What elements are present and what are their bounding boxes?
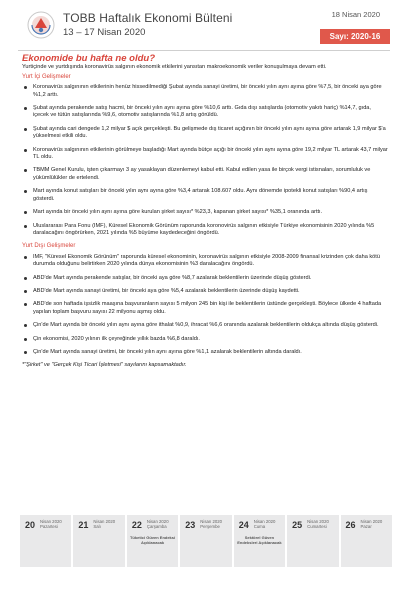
day-weekday: Cuma: [253, 524, 266, 529]
day-month: Nisan 2020: [93, 519, 116, 524]
footnote: *"Şirket" ve "Gerçek Kişi Ticari İşletmesi" sayılarını kapsamaktadır.: [22, 362, 187, 369]
tobb-logo: [26, 10, 56, 40]
day-number: 26: [345, 520, 356, 530]
day-number: 25: [292, 520, 303, 530]
list-item: Çin'de Mart ayında sanayi üretimi, bir önceki yılın aynı ayına göre %1,1 azalarak beklentilerin altında daraldı.: [22, 349, 388, 356]
calendar-day: [287, 515, 338, 567]
section-headline: Ekonomide bu hafta ne oldu?: [22, 53, 155, 64]
list-item: Uluslararası Para Fonu (IMF), Küresel Ekonomik Görünüm raporunda koronovirüs salgının etkisiyle Türkiye ekonomisinin 2020 yılında %5 daralacağını öngörürken, 2021 yılında %5 büyüme kaydedeceğini öngördü.: [22, 223, 388, 238]
main-content: [22, 55, 388, 370]
foreign-list: [22, 254, 388, 357]
day-weekday: Cumartesi: [307, 524, 327, 529]
day-number: 23: [185, 520, 196, 530]
list-item: Çin'de Mart ayında bir önceki yılın aynı ayına göre ithalat %0,9, ihracat %6,6 oranında azalarak beklentilerin oldukça altında düşüş gösterdi.: [22, 322, 388, 329]
domestic-section-title: Yurt İçi Gelişmeler: [22, 73, 71, 80]
calendar-day: [127, 515, 178, 567]
list-item: TBMM Genel Kurulu, işten çıkarmayı 3 ay yasaklayan düzenlemeyi kabul etti. Kabul edilen yasa ile birçok vergi istisnaları, sorumluluk ve yükümlülükler de ertelendi.: [22, 167, 388, 182]
day-weekday: Pazartesi: [40, 524, 58, 529]
day-number: 24: [238, 520, 249, 530]
list-item: IMF, "Küresel Ekonomik Görünüm" raporunda küresel ekonominin, koronavirüs salgının etkisiyle 2008-2009 finansal krizinden çok daha kötü durumda olduğunu belirtirken 2020 yılında dünya ekonomisinin %3 daralacağını öngördü.: [22, 254, 388, 269]
day-number: 20: [25, 520, 36, 530]
day-event: Sektörel Güven Endeksleri Açıklanacak: [237, 535, 282, 545]
list-item: ABD'de Mart ayında perakende satışlar, bir önceki aya göre %8,7 azalarak beklentilerin üzerinde düşüş gösterdi.: [22, 275, 388, 282]
day-month: Nisan 2020: [146, 519, 169, 524]
issue-badge: Sayı: 2020-16: [320, 29, 390, 44]
calendar-day: [20, 515, 71, 567]
list-item: Şubat ayında perakende satış hacmi, bir önceki yılın aynı ayına göre %10,6 arttı. Gıda dışı satışlarda (otomotiv yakıtı hariç) %14,7, gıda, içecek ve tütün satışlarında %9,6, otomotiv satışlarında %1,8 artış görüldü.: [22, 105, 388, 120]
day-weekday: Çarşamba: [146, 524, 167, 529]
list-item: Mart ayında bir önceki yılın aynı ayına göre kurulan şirket sayısı* %23,3, kapanan şirket sayısı* %35,1 oranında arttı.: [22, 209, 388, 216]
intro-text: Yurtiçinde ve yurtdışında koronavirüs salgının ekonomik etkilerini yansıtan makroekonomik veriler konuşulmaya devam etti.: [22, 64, 327, 71]
calendar-day: [180, 515, 231, 567]
day-number: 22: [131, 520, 142, 530]
header-divider: [18, 50, 390, 51]
domestic-list: [22, 84, 388, 237]
list-item: Koronavirüs salgınının etkilerinin henüz hissedilmediği Şubat ayında sanayi üretimi, bir önceki yılın aynı ayına göre %7,5, bir önceki aya göre %1,2 arttı.: [22, 84, 388, 99]
header: [0, 0, 418, 54]
day-number: 21: [78, 520, 89, 530]
day-weekday: Pazar: [360, 524, 372, 529]
day-month: Nisan 2020: [307, 519, 329, 524]
day-weekday: Perşembe: [200, 524, 220, 529]
list-item: ABD'de son haftada işsizlik maaşına başvuranların sayısı 5 milyon 245 bin kişi ile beklentilerin üstünde gerçekleşti. Böylece ülkede 4 haftada yapılan toplam başvuru sayısı 22 milyonu aşmış oldu.: [22, 301, 388, 316]
publish-date: 18 Nisan 2020: [331, 10, 380, 19]
calendar-day: [73, 515, 124, 567]
weekly-calendar: [20, 515, 392, 567]
calendar-day: [234, 515, 285, 567]
list-item: Çin ekonomisi, 2020 yılının ilk çeyreğinde yıllık bazda %6,8 daraldı.: [22, 336, 388, 343]
list-item: ABD'de Mart ayında sanayi üretimi, bir önceki aya göre %5,4 azalarak beklentilerin üzerinde düşüş kaydetti.: [22, 288, 388, 295]
day-month: Nisan 2020: [253, 519, 276, 524]
list-item: Şubat ayında cari dengede 1,2 milyar $ açık gerçekleşti. Bu gelişmede dış ticaret açığının bir önceki yılın aynı ayına göre artarak 1,9 milyar $'a yükselmesi etkili oldu.: [22, 126, 388, 141]
day-event: Tüketici Güven Endeksi Açıklanacak: [129, 535, 176, 545]
bulletin-title: TOBB Haftalık Ekonomi Bülteni: [63, 11, 233, 25]
list-item: Koronavirüs salgınının etkilerinin görülmeye başladığı Mart ayında bütçe açığı bir önceki yılın aynı ayına göre 19,2 milyar TL artarak 43,7 milyar TL oldu.: [22, 147, 388, 162]
calendar-day: [341, 515, 392, 567]
day-month: Nisan 2020: [40, 519, 62, 524]
foreign-section-title: Yurt Dışı Gelişmeler: [22, 243, 76, 250]
day-weekday: Salı: [93, 524, 101, 529]
date-range: 13 – 17 Nisan 2020: [63, 27, 146, 38]
day-month: Nisan 2020: [360, 519, 383, 524]
day-month: Nisan 2020: [200, 519, 223, 524]
list-item: Mart ayında konut satışları bir önceki yılın aynı ayına göre %3,4 artarak 108.607 oldu. Aynı dönemde ipotekli konut satışları %90,4 artış gösterdi.: [22, 188, 388, 203]
